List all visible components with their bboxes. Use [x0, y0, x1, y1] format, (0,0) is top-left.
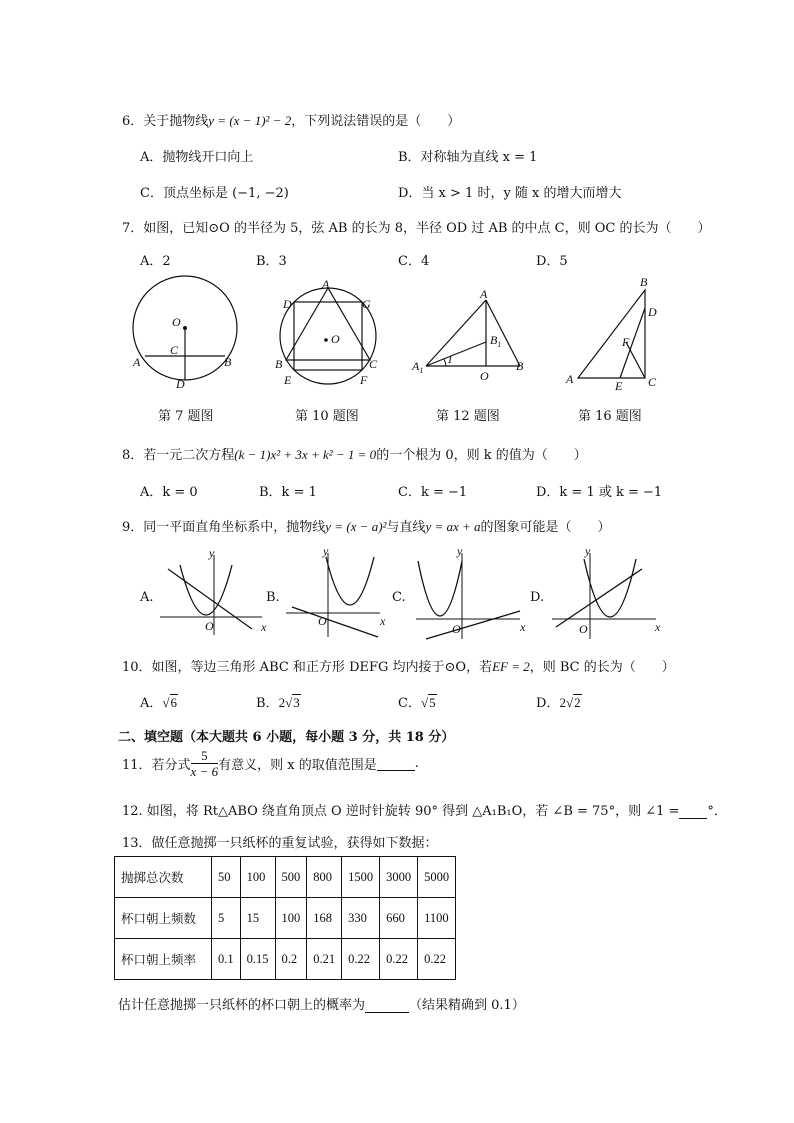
q6-option-d: D．当 x > 1 时，y 随 x 的增大而增大 — [398, 186, 622, 201]
fig10-circle-diagram — [275, 277, 378, 387]
fig12-label-a1 — [411, 359, 423, 375]
q10-option-b-radicand: 3 — [293, 695, 300, 710]
q13-conclusion — [118, 994, 525, 1013]
q9-d-parabola — [584, 559, 636, 617]
table-row — [115, 939, 456, 980]
table-cell: 3000 — [380, 857, 418, 898]
q9-graphs — [0, 545, 794, 645]
fig10-label-g: G — [362, 297, 371, 311]
q9-c-y: y — [457, 545, 463, 558]
q7-stem: 7．如图，已知⊙O 的半径为 5，弦 AB 的长为 8，半径 OD 过 AB 的中点 C，则 OC 的长为（ ） — [122, 221, 711, 236]
q10-option-d-label: D． — [536, 696, 560, 711]
q9-option-a-label: A. — [140, 590, 154, 605]
table-cell: 杯口朝上频率 — [115, 939, 212, 980]
table-cell: 0.22 — [380, 939, 418, 980]
fig10-label-d: D — [283, 297, 292, 311]
fig7-label-c: C — [170, 343, 179, 357]
q10-option-a-radicand: 6 — [170, 695, 178, 710]
q10-option-d — [536, 692, 582, 711]
table-cell: 15 — [240, 898, 275, 939]
fig16-label-c: C — [648, 375, 657, 389]
table-cell: 0.22 — [418, 939, 456, 980]
table-cell: 168 — [307, 898, 342, 939]
fig7-caption: 第 7 题图 — [158, 409, 214, 424]
q8-stem-pre: 8．若一元二次方程 — [122, 448, 235, 463]
fig12-angle-arc — [444, 359, 446, 366]
q9-b-parabola — [326, 557, 374, 605]
q10-option-d-sqrt: 2√2 — [559, 695, 581, 710]
fig12-label-a1-sub: 1 — [419, 366, 424, 375]
q9-c-o: O — [452, 622, 461, 636]
q11-stem — [122, 748, 419, 779]
q13-conclusion-text: 估计任意抛掷一只纸杯的杯口朝上的概率为 — [118, 998, 366, 1013]
q9-option-c-label: C. — [392, 590, 406, 605]
q10-option-c — [398, 692, 437, 711]
table-cell: 0.15 — [240, 939, 275, 980]
fig10-label-f: F — [360, 373, 368, 387]
q10-option-b — [256, 692, 301, 711]
table-cell: 330 — [342, 898, 380, 939]
fig12-label-a: A — [480, 287, 488, 301]
fig16-triangle-diagram — [565, 275, 657, 393]
q6-stem-post: ，下列说法错误的是（ ） — [291, 114, 461, 129]
q10-option-c-radicand: 5 — [429, 695, 436, 710]
q10-formula: EF = 2 — [492, 659, 530, 674]
q9-stem-post: 的图象可能是（ ） — [480, 520, 611, 535]
fig12-caption: 第 12 题图 — [436, 409, 500, 424]
q11-frac-den: x − 6 — [190, 764, 219, 779]
q9-a-o: O — [205, 619, 214, 633]
q9-option-b-label: B. — [266, 590, 280, 605]
q7-option-d: D．5 — [536, 254, 568, 269]
fig7-label-b: B — [224, 355, 232, 369]
q9-d-line — [556, 569, 642, 627]
q9-b-x: x — [380, 614, 386, 628]
fig16-label-f: F — [622, 335, 630, 349]
q9-b-o: O — [318, 614, 327, 628]
q11-stem-post: 有意义，则 x 的取值范围是 — [218, 758, 377, 773]
fig12-label-b1-sub: 1 — [497, 340, 502, 349]
table-cell: 100 — [275, 898, 307, 939]
fig7-center-dot — [183, 326, 187, 330]
q8-formula: (k − 1)x² + 3x + k² − 1 = 0 — [234, 447, 377, 462]
table-row — [115, 857, 456, 898]
q11-fraction — [191, 748, 219, 779]
q8-option-d: D．k = 1 或 k = −1 — [536, 485, 663, 500]
q8-option-a: A．k = 0 — [140, 485, 198, 500]
q7-option-b: B．3 — [256, 254, 287, 269]
fig16-label-b: B — [640, 275, 648, 289]
q9-b-line — [292, 607, 378, 637]
fig12-side-a1a — [426, 300, 486, 366]
q8-option-c: C．k = −1 — [398, 485, 468, 500]
fig10-label-o: O — [331, 332, 340, 346]
q9-c-parabola — [418, 561, 462, 616]
q9-c-x: x — [520, 620, 526, 634]
q9-graph-a — [160, 546, 267, 635]
fig7-label-o: O — [172, 315, 181, 329]
table-cell: 0.21 — [307, 939, 342, 980]
q13-note: （结果精确到 0.1） — [409, 998, 525, 1013]
q6-option-b: B．对称轴为直线 x = 1 — [398, 150, 538, 165]
q9-d-o: O — [579, 622, 588, 636]
q12-end: °． — [707, 804, 727, 819]
q10-stem — [122, 656, 675, 675]
q9-a-parabola — [180, 565, 232, 615]
table-cell: 660 — [380, 898, 418, 939]
table-cell: 800 — [307, 857, 342, 898]
q10-option-b-coef: 2 — [278, 695, 286, 710]
table-cell: 100 — [240, 857, 275, 898]
fig12-side-a1b1 — [426, 342, 486, 366]
q8-option-b: B．k = 1 — [259, 485, 317, 500]
table-cell: 1100 — [418, 898, 456, 939]
q10-option-a-label: A． — [140, 696, 163, 711]
figures-row — [0, 270, 794, 400]
q6-option-a: A．抛物线开口向上 — [140, 150, 254, 165]
q13-stem: 13．做任意抛掷一只纸杯的重复试验，获得如下数据： — [122, 836, 438, 851]
q9-formula2: y = ax + a — [425, 519, 481, 534]
fig12-label-angle1: 1 — [447, 352, 453, 366]
q9-stem-pre: 9．同一平面直角坐标系中，抛物线 — [122, 520, 326, 535]
q13-answer-blank[interactable] — [365, 998, 409, 1013]
q8-stem — [122, 444, 587, 463]
q8-stem-post: 的一个根为 0，则 k 的值为（ ） — [376, 448, 587, 463]
table-cell: 0.22 — [342, 939, 380, 980]
q9-graph-d — [552, 545, 661, 639]
table-cell: 1500 — [342, 857, 380, 898]
q9-a-y: y — [209, 546, 215, 560]
fig10-label-c: C — [369, 357, 378, 371]
fig12-label-b: B — [516, 359, 524, 373]
q6-stem — [122, 110, 460, 129]
fig10-caption: 第 10 题图 — [295, 409, 359, 424]
q10-stem-post: ，则 BC 的长为（ ） — [529, 660, 675, 675]
fig16-caption: 第 16 题图 — [578, 409, 642, 424]
fig12-label-b1-letter: B — [490, 333, 498, 347]
q9-stem-mid: 与直线 — [386, 520, 426, 535]
q12-answer-blank[interactable] — [679, 804, 707, 819]
q11-frac-num: 5 — [191, 748, 219, 764]
q7-option-c: C．4 — [398, 254, 430, 269]
q6-stem-pre: 6．关于抛物线 — [122, 114, 209, 129]
q11-stem-pre: 11．若分式 — [122, 758, 191, 773]
q12-stem-text: 12. 如图，将 Rt△ABO 绕直角顶点 O 逆时针旋转 90° 得到 △A₁B₁O，若 ∠B = 75°，则 ∠1 = — [122, 804, 680, 819]
q10-stem-pre: 10．如图，等边三角形 ABC 和正方形 DEFG 均内接于⊙O，若 — [122, 660, 493, 675]
q9-formula1: y = (x − a)² — [325, 519, 387, 534]
fig16-triangle-abc — [578, 290, 645, 378]
fig10-label-b: B — [275, 357, 283, 371]
fig16-label-e: E — [615, 379, 623, 393]
q9-d-y: y — [585, 545, 591, 558]
q10-option-a — [140, 692, 178, 711]
q10-option-a-sqrt: √6 — [162, 695, 178, 710]
fig10-label-a: A — [322, 277, 330, 291]
fig12-label-b1 — [490, 333, 501, 349]
q6-formula: y = (x − 1)² − 2 — [208, 113, 292, 128]
q10-option-d-radicand: 2 — [574, 695, 581, 710]
q9-graph-b — [286, 545, 386, 637]
table-cell: 50 — [212, 857, 241, 898]
q10-option-c-sqrt: √5 — [420, 695, 436, 710]
table-cell: 杯口朝上频数 — [115, 898, 212, 939]
table-cell: 5 — [212, 898, 241, 939]
fig7-label-d: D — [176, 377, 185, 391]
q7-option-a: A．2 — [140, 254, 171, 269]
q9-b-y: y — [323, 545, 329, 558]
fig12-label-o: O — [480, 369, 489, 383]
q9-stem — [122, 516, 611, 535]
table-row — [115, 898, 456, 939]
fig16-label-d: D — [648, 305, 657, 319]
fig7-circle-diagram — [132, 276, 237, 391]
table-cell: 0.1 — [212, 939, 241, 980]
q9-a-x: x — [261, 620, 267, 634]
q9-option-d-label: D. — [530, 590, 545, 605]
section2-title: 二、填空题（本大题共 6 小题，每小题 3 分，共 18 分） — [118, 730, 455, 745]
q9-graph-c — [416, 545, 526, 639]
q9-c-line — [426, 611, 520, 639]
table-cell: 500 — [275, 857, 307, 898]
fig12-rotation-diagram — [411, 287, 524, 383]
fig10-label-e: E — [284, 373, 292, 387]
fig10-center-dot — [324, 338, 328, 342]
q10-option-c-label: C． — [398, 696, 421, 711]
q10-option-b-label: B． — [256, 696, 279, 711]
q11-end: . — [414, 756, 419, 771]
table-cell: 5000 — [418, 857, 456, 898]
q9-d-x: x — [655, 620, 661, 634]
fig7-label-a: A — [133, 355, 141, 369]
fig12-label-a1-letter: A — [412, 359, 420, 373]
q6-option-c: C．顶点坐标是 (−1, −2) — [140, 186, 289, 201]
q13-frequency-table — [114, 856, 456, 980]
fig16-label-a: A — [566, 372, 574, 386]
table-cell: 抛掷总次数 — [115, 857, 212, 898]
q10-option-d-coef: 2 — [559, 695, 566, 710]
q10-option-b-sqrt: 2√3 — [278, 695, 300, 710]
q11-answer-blank[interactable] — [377, 756, 415, 771]
q12-stem — [122, 800, 727, 819]
table-cell: 0.2 — [275, 939, 307, 980]
